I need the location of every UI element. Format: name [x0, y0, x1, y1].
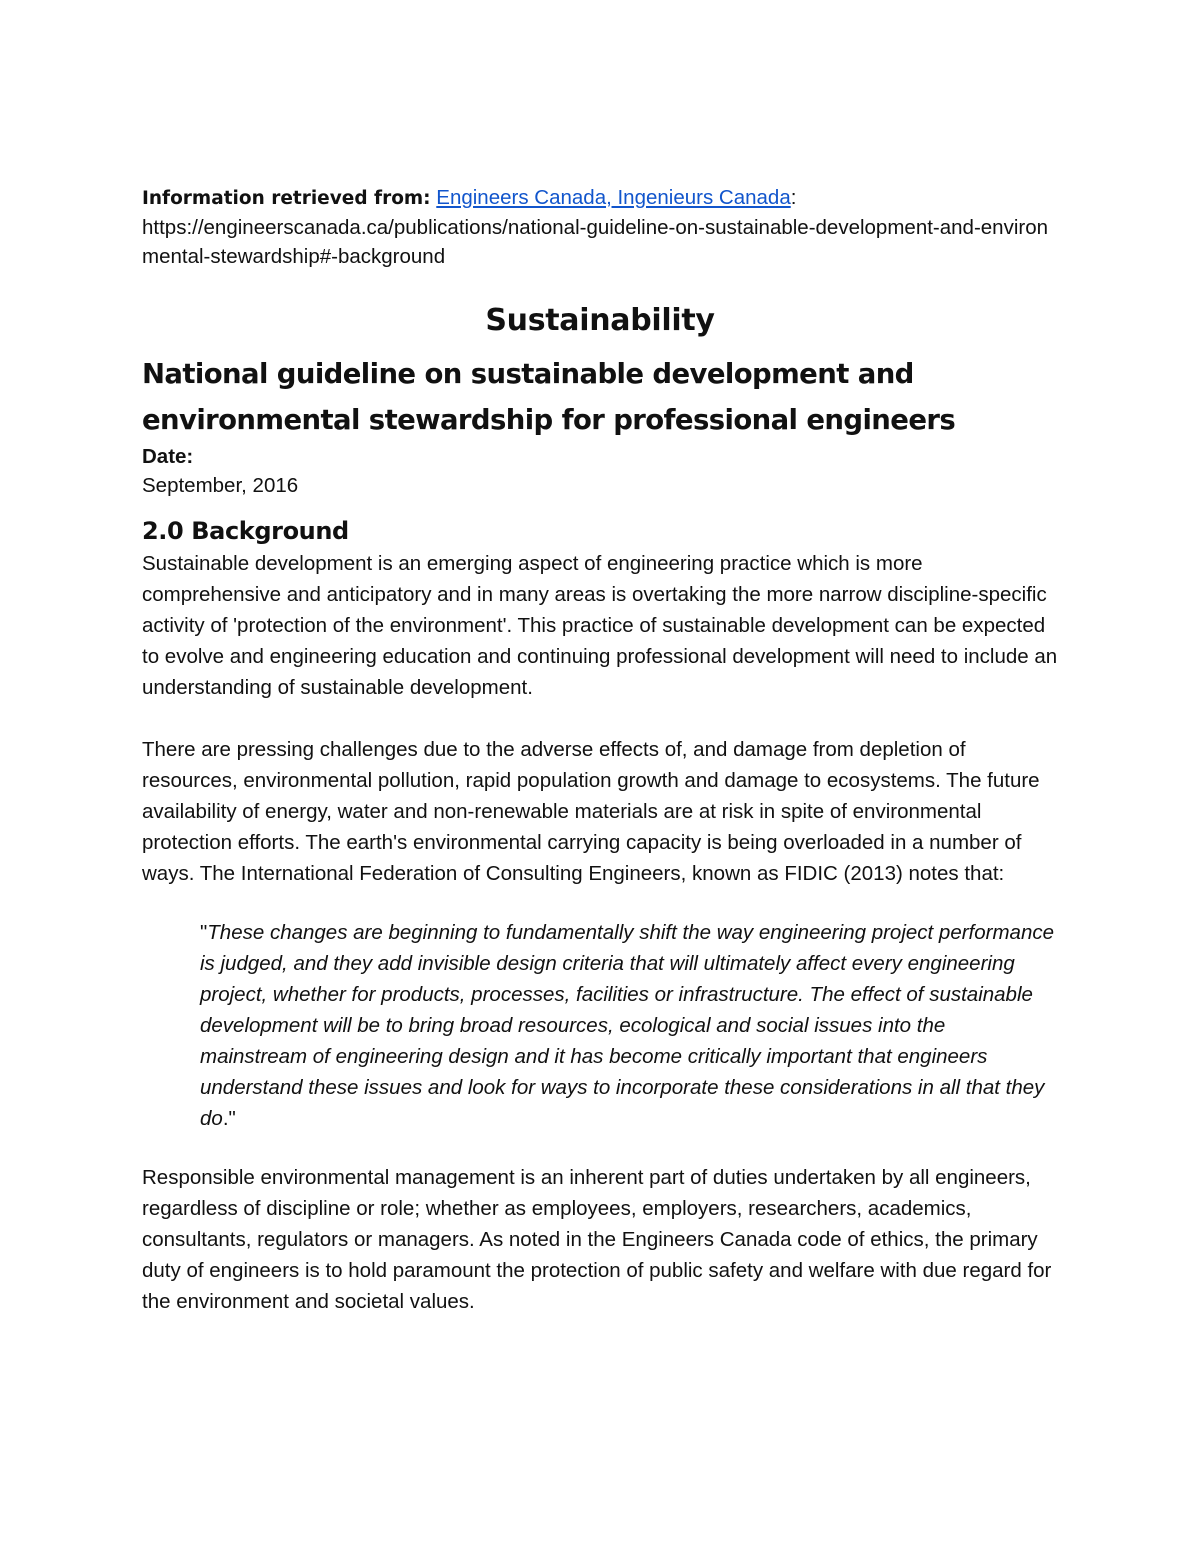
document-subtitle: National guideline on sustainable development and environmental stewardship for professional engineers: [142, 358, 956, 436]
date-value: September, 2016: [142, 474, 299, 497]
quote-text: These changes are beginning to fundamentally shift the way engineering project performance is judged, and they add invisible design criteria that will ultimately affect every engineering project, whether for products, processes, facilities or infrastructure. The effect of sustainable development will be to bring broad resources, ecological and social issues into the mainstream of engineering design and it has become critically important that engineers understand these issues and look for ways to incorporate these considerations in all that they do: [200, 921, 1054, 1130]
source-colon: :: [790, 186, 797, 209]
source-label: Information retrieved from:: [142, 188, 431, 209]
paragraph-background-3: Responsible environmental management is an inherent part of duties undertaken by all engineers, regardless of discipline or role; whether as employees, employers, researchers, academics, consultants, regulators or managers. As noted in the Engineers Canada code of ethics, the primary duty of engineers is to hold paramount the protection of public safety and welfare with due regard for the environment and societal values.: [142, 1166, 1052, 1313]
source-url: https://engineerscanada.ca/publications/national-guideline-on-sustainable-development-and-environmental-stewardship#-background: [142, 216, 1049, 268]
paragraph-background-2: There are pressing challenges due to the adverse effects of, and damage from depletion of resources, environmental pollution, rapid population growth and damage to ecosystems. The future availability of energy, water and non-renewable materials are at risk in spite of environmental protection efforts. The earth's environmental carrying capacity is being overloaded in a number of ways. The International Federation of Consulting Engineers, known as FIDIC (2013) notes that:: [142, 738, 1040, 885]
source-link[interactable]: Engineers Canada, Ingenieurs Canada: [436, 186, 791, 209]
date-label: Date:: [142, 445, 194, 468]
source-line: [142, 183, 1058, 213]
fidic-quote: [200, 917, 1058, 1134]
quote-open-mark: ": [200, 921, 208, 944]
page-title: Sustainability: [485, 303, 715, 338]
document-page: [142, 183, 1058, 1317]
quote-close-mark: .": [222, 1107, 236, 1130]
paragraph-background-1: Sustainable development is an emerging aspect of engineering practice which is more comprehensive and anticipatory and in many areas is overtaking the more narrow discipline-specific activity of 'protection of the environment'. This practice of sustainable development can be expected to evolve and engineering education and continuing professional development will need to include an understanding of sustainable development.: [142, 552, 1058, 699]
section-heading: 2.0 Background: [142, 517, 349, 545]
